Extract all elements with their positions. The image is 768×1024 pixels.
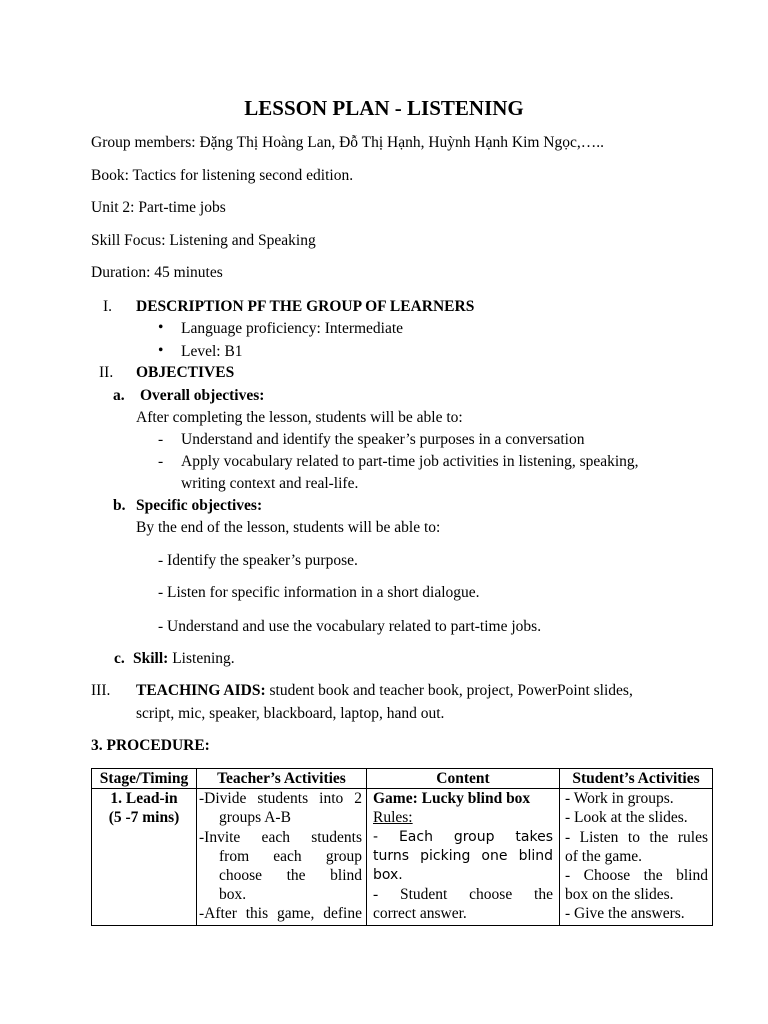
- subsection-c-text: Listening.: [168, 650, 235, 667]
- teacher-line: -Divide students into 2: [199, 790, 362, 808]
- bullet-icon: •: [158, 342, 164, 359]
- teacher-line: -Invite each students: [199, 828, 362, 846]
- bullet-item: Language proficiency: Intermediate: [181, 320, 404, 337]
- specific-objective-item: - Understand and use the vocabulary related to part-time jobs.: [158, 618, 542, 635]
- section-3-heading: TEACHING AIDS:: [136, 682, 266, 699]
- section-3-text-continued: script, mic, speaker, blackboard, laptop, hand out.: [136, 705, 445, 722]
- content-cell: [367, 789, 560, 926]
- subsection-a-label: a.: [113, 387, 125, 404]
- table-row: [92, 789, 713, 926]
- content-line: - Student choose the: [373, 886, 553, 904]
- student-line: - Choose the blind: [565, 867, 708, 885]
- student-cell: [560, 789, 713, 926]
- subsection-a-intro: After completing the lesson, students will be able to:: [136, 409, 463, 426]
- content-line: - Each group takes: [373, 828, 553, 845]
- stage-cell: [92, 789, 197, 926]
- section-1-number: I.: [103, 298, 113, 315]
- content-line: box.: [373, 867, 403, 884]
- section-2-number: II.: [99, 364, 114, 381]
- content-line: correct answer.: [373, 905, 467, 923]
- stage-timing: (5 -7 mins): [108, 809, 180, 827]
- student-line: - Give the answers.: [565, 905, 685, 923]
- content-line: turns picking one blind: [373, 847, 553, 864]
- student-line: - Listen to the rules: [565, 828, 708, 846]
- bullet-item: Level: B1: [181, 343, 243, 360]
- skill-focus-line: Skill Focus: Listening and Speaking: [91, 232, 316, 249]
- section-2-heading: OBJECTIVES: [136, 364, 235, 381]
- duration-line: Duration: 45 minutes: [91, 264, 223, 281]
- teacher-line: box.: [219, 886, 247, 904]
- procedure-heading: 3. PROCEDURE:: [91, 737, 210, 754]
- content-rules-label: Rules:: [373, 809, 413, 827]
- student-line: - Look at the slides.: [565, 809, 688, 827]
- teacher-line: from each group: [219, 847, 362, 865]
- group-members: Group members: Đặng Thị Hoàng Lan, Đỗ Thị Hạnh, Huỳnh Hạnh Kim Ngọc,…..: [91, 134, 604, 151]
- section-3-line: [136, 682, 633, 700]
- subsection-a-heading: Overall objectives:: [140, 387, 265, 404]
- subsection-c-heading: Skill:: [133, 650, 169, 667]
- section-1-heading: DESCRIPTION PF THE GROUP OF LEARNERS: [136, 298, 475, 315]
- student-line: of the game.: [565, 847, 643, 865]
- unit-line: Unit 2: Part-time jobs: [91, 199, 226, 216]
- student-line: - Work in groups.: [565, 790, 674, 808]
- student-line: box on the slides.: [565, 886, 674, 904]
- section-3-text: student book and teacher book, project, PowerPoint slides,: [265, 682, 633, 699]
- subsection-c-label: c.: [114, 650, 125, 667]
- subsection-b-intro: By the end of the lesson, students will be able to:: [136, 519, 441, 536]
- header-stage: Stage/Timing: [92, 769, 197, 789]
- teacher-cell: [197, 789, 367, 926]
- table-header-row: [92, 769, 713, 789]
- teacher-line: groups A-B: [219, 809, 291, 827]
- content-title: Game: Lucky blind box: [373, 790, 531, 808]
- header-content: Content: [367, 769, 560, 789]
- dash-icon: -: [158, 453, 164, 470]
- teacher-line: -After this game, define: [199, 905, 362, 923]
- objective-item-continued: writing context and real-life.: [181, 475, 359, 492]
- objective-item: Apply vocabulary related to part-time job activities in listening, speaking,: [181, 453, 639, 470]
- page-title: LESSON PLAN - LISTENING: [244, 96, 524, 120]
- specific-objective-item: - Identify the speaker’s purpose.: [158, 552, 358, 569]
- procedure-table: [91, 768, 713, 926]
- book-line: Book: Tactics for listening second edition.: [91, 167, 354, 184]
- subsection-c-line: [133, 650, 235, 668]
- teacher-line: choose the blind: [219, 867, 362, 885]
- header-student: Student’s Activities: [560, 769, 713, 789]
- section-3-number: III.: [91, 682, 111, 699]
- subsection-b-label: b.: [113, 497, 126, 514]
- bullet-icon: •: [158, 319, 164, 336]
- stage-name: 1. Lead-in: [110, 790, 178, 808]
- objective-item: Understand and identify the speaker’s purposes in a conversation: [181, 431, 585, 448]
- subsection-b-heading: Specific objectives:: [136, 497, 263, 514]
- specific-objective-item: - Listen for specific information in a short dialogue.: [158, 584, 480, 601]
- dash-icon: -: [158, 431, 164, 448]
- header-teacher: Teacher’s Activities: [197, 769, 367, 789]
